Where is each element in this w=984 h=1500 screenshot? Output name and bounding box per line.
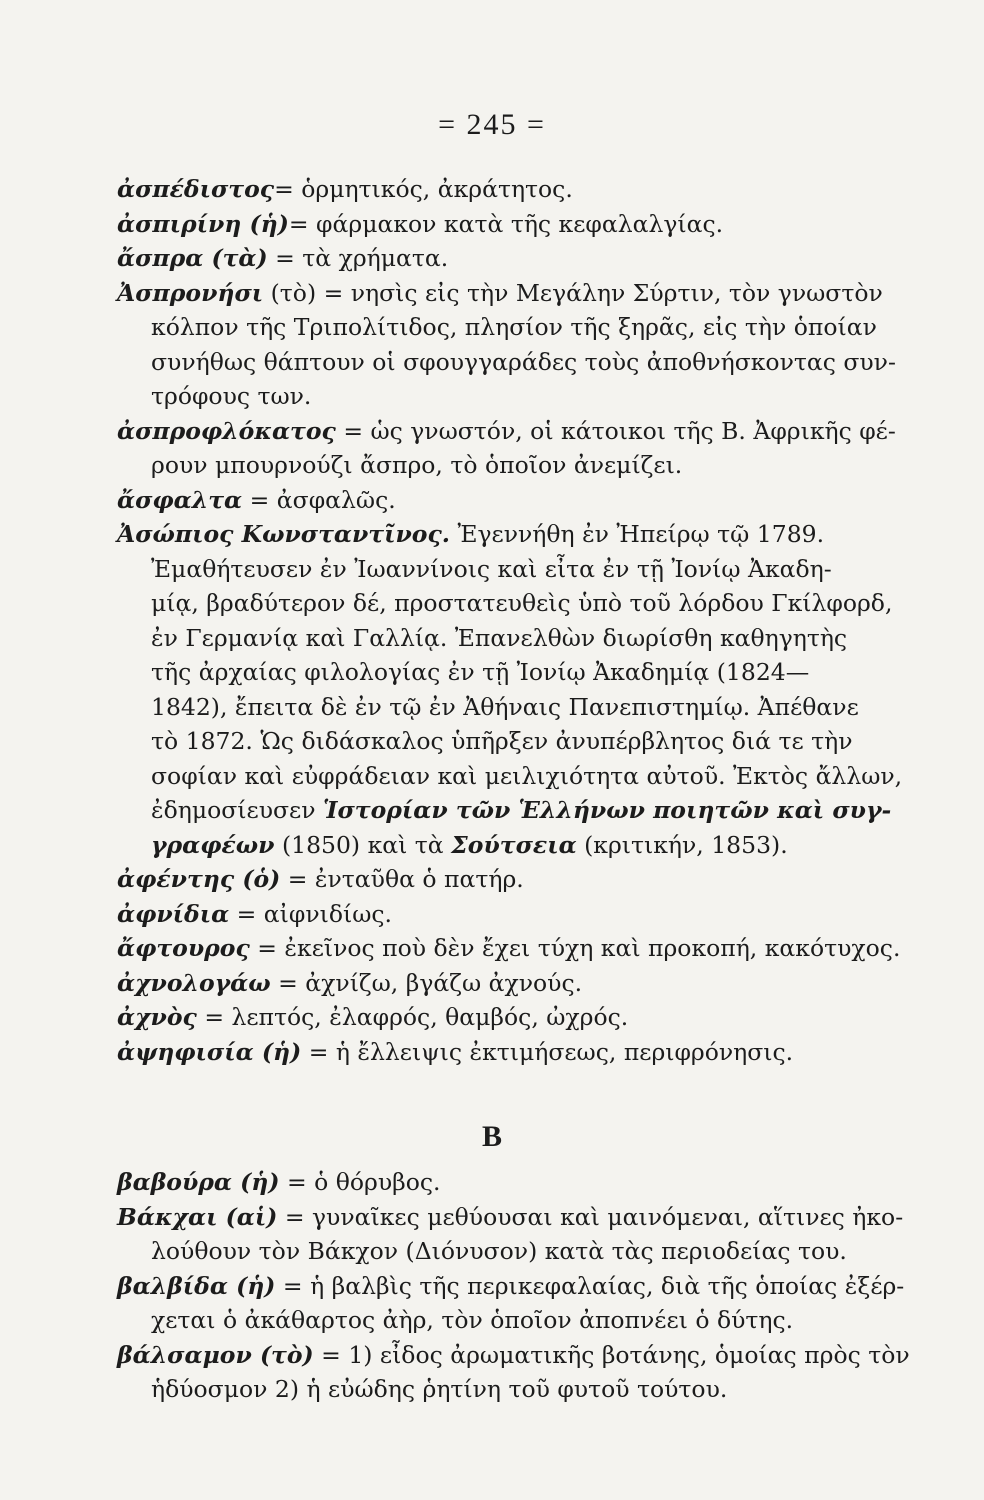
- glossary-entry: [117, 483, 917, 518]
- glossary-entry: [117, 1035, 917, 1070]
- definition: = ἡ ἔλλειψις ἐκτιμήσεως, περιφρόνησις.: [308, 1037, 794, 1066]
- headword: βάλσαμον (τὸ): [117, 1340, 314, 1369]
- glossary-entry: [117, 172, 917, 207]
- glossary-entry: [117, 931, 917, 966]
- definition-text: ἐδημοσίευσεν: [151, 796, 316, 824]
- definition-text: (κριτικήν, 1853).: [584, 830, 788, 859]
- glossary-entry: [117, 1269, 917, 1338]
- definition-line: χεται ὁ ἀκάθαρτος ἀὴρ, τὸν ὁποῖον ἀποπνέει ὁ δύτης.: [151, 1306, 794, 1334]
- headword: ἄσφαλτα: [117, 485, 243, 514]
- definition-line: τὸ 1872. Ὡς διδάσκαλος ὑπῆρξεν ἀνυπέρβλητος διά τε τὴν: [151, 727, 853, 755]
- definition-line: λούθουν τὸν Βάκχον (Διόνυσον) κατὰ τὰς περιοδείας του.: [151, 1237, 847, 1265]
- definition-line: σοφίαν καὶ εὐφράδειαν καὶ μειλιχιότητα αὐτοῦ. Ἐκτὸς ἄλλων,: [151, 761, 903, 790]
- definition-line: συνήθως θάπτουν οἱ σφουγγαράδες τοὺς ἀποθνήσκοντας συν-: [151, 347, 896, 376]
- definition: = ἀχνίζω, βγάζω ἀχνούς.: [278, 968, 583, 997]
- headword: Βάκχαι (αἱ): [117, 1202, 278, 1231]
- definition-line: μίᾳ, βραδύτερον δέ, προστατευθεὶς ὑπὸ τοῦ λόρδου Γκίλφορδ,: [151, 589, 893, 617]
- definition-line: 1842), ἔπειτα δὲ ἐν τῷ ἐν Ἀθήναις Πανεπιστημίῳ. Ἀπέθανε: [151, 692, 859, 721]
- definition: = ὁρμητικός, ἀκράτητος.: [274, 175, 573, 203]
- glossary-entry: [117, 241, 917, 276]
- glossary-entry: [117, 966, 917, 1001]
- definition-line: [117, 793, 917, 828]
- book-title: Σούτσεια: [451, 830, 577, 859]
- glossary-entry: [117, 1000, 917, 1035]
- definition: Ἐγεννήθη ἐν Ἠπείρῳ τῷ 1789.: [457, 520, 825, 548]
- definition: = αἰφνιδίως.: [236, 899, 392, 928]
- glossary-entry: [117, 897, 917, 932]
- page-number: = 245 =: [438, 108, 546, 141]
- definition-line: ρουν μπουρνούζι ἄσπρο, τὸ ὁποῖον ἀνεμίζει.: [151, 451, 683, 479]
- glossary-entry: [117, 1165, 917, 1200]
- glossary-section-beta: [117, 1165, 917, 1407]
- definition: (τὸ) = νησὶς εἰς τὴν Μεγάλην Σύρτιν, τὸν γνωστὸν: [270, 278, 883, 307]
- headword: ἀσπροφλόκατος: [117, 416, 336, 445]
- definition: = φάρμακον κατὰ τῆς κεφαλαλγίας.: [288, 209, 724, 238]
- definition: = ἐνταῦθα ὁ πατήρ.: [287, 865, 524, 893]
- book-title: Ἱστορίαν τῶν Ἑλλήνων ποιητῶν καὶ συγ-: [322, 796, 892, 824]
- headword: ἀχνολογάω: [117, 968, 271, 997]
- definition: = γυναῖκες μεθύουσαι καὶ μαινόμεναι, αἵτινες ἠκο-: [284, 1202, 904, 1231]
- glossary-section-alpha: [117, 172, 917, 1069]
- definition-line: τῆς ἀρχαίας φιλολογίας ἐν τῇ Ἰονίῳ Ἀκαδημίᾳ (1824—: [151, 658, 810, 686]
- glossary-entry: [117, 207, 917, 242]
- headword: βαβούρα (ἡ): [117, 1168, 280, 1196]
- definition-line: Ἐμαθήτευσεν ἐν Ἰωαννίνοις καὶ εἶτα ἐν τῇ Ἰονίῳ Ἀκαδη-: [151, 554, 832, 583]
- definition: = λεπτός, ἐλαφρός, θαμβός, ὠχρός.: [204, 1003, 629, 1031]
- glossary-entry: [117, 276, 917, 414]
- glossary-entry: [117, 862, 917, 897]
- definition-line: [117, 828, 917, 863]
- headword: ἀφέντης (ὁ): [117, 865, 281, 893]
- definition: = ἐκεῖνος ποὺ δὲν ἔχει τύχη καὶ προκοπή, κακότυχος.: [257, 934, 901, 962]
- definition-line: ἐν Γερμανίᾳ καὶ Γαλλίᾳ. Ἐπανελθὼν διωρίσθη καθηγητὴς: [151, 623, 848, 652]
- definition-line: κόλπον τῆς Τριπολίτιδος, πλησίον τῆς ξηρᾶς, εἰς τὴν ὁποίαν: [151, 313, 877, 341]
- headword: ἄφτουρος: [117, 934, 250, 962]
- headword: ἀψηφισία (ἡ): [117, 1037, 302, 1066]
- definition-line: ἡδύοσμον 2) ἡ εὐώδης ῥητίνη τοῦ φυτοῦ τούτου.: [151, 1375, 728, 1403]
- definition: = τὰ χρήματα.: [275, 244, 449, 272]
- headword: ἀχνὸς: [117, 1003, 197, 1031]
- definition: = ἀσφαλῶς.: [249, 485, 396, 514]
- headword: Ἀσπρονήσι: [117, 278, 264, 307]
- definition: = ὡς γνωστόν, οἱ κάτοικοι τῆς Β. Ἀφρικῆς φέ-: [343, 416, 896, 445]
- headword: βαλβίδα (ἡ): [117, 1271, 276, 1300]
- headword: ἀσπιρίνη (ἡ): [117, 209, 289, 238]
- glossary-entry: [117, 1200, 917, 1269]
- headword: ἀσπέδιστος: [117, 175, 275, 203]
- definition: = 1) εἶδος ἀρωματικῆς βοτάνης, ὁμοίας πρὸς τὸν: [321, 1340, 910, 1369]
- definition: = ἡ βαλβὶς τῆς περικεφαλαίας, διὰ τῆς ὁποίας ἐξέρ-: [282, 1271, 905, 1300]
- headword: ἄσπρα (τὰ): [117, 244, 268, 272]
- glossary-entry-biography: [117, 517, 917, 862]
- glossary-entry: [117, 414, 917, 483]
- book-title-cont: γραφέων: [151, 830, 275, 859]
- headword: ἀφνίδια: [117, 899, 230, 928]
- definition-text: (1850) καὶ τὰ: [281, 830, 444, 859]
- headword: Ἀσώπιος Κωνσταντῖνος.: [117, 520, 450, 548]
- definition: = ὁ θόρυβος.: [286, 1168, 441, 1196]
- section-letter-heading: B: [481, 1120, 502, 1153]
- definition-line: τρόφους των.: [151, 382, 312, 410]
- glossary-entry: [117, 1338, 917, 1407]
